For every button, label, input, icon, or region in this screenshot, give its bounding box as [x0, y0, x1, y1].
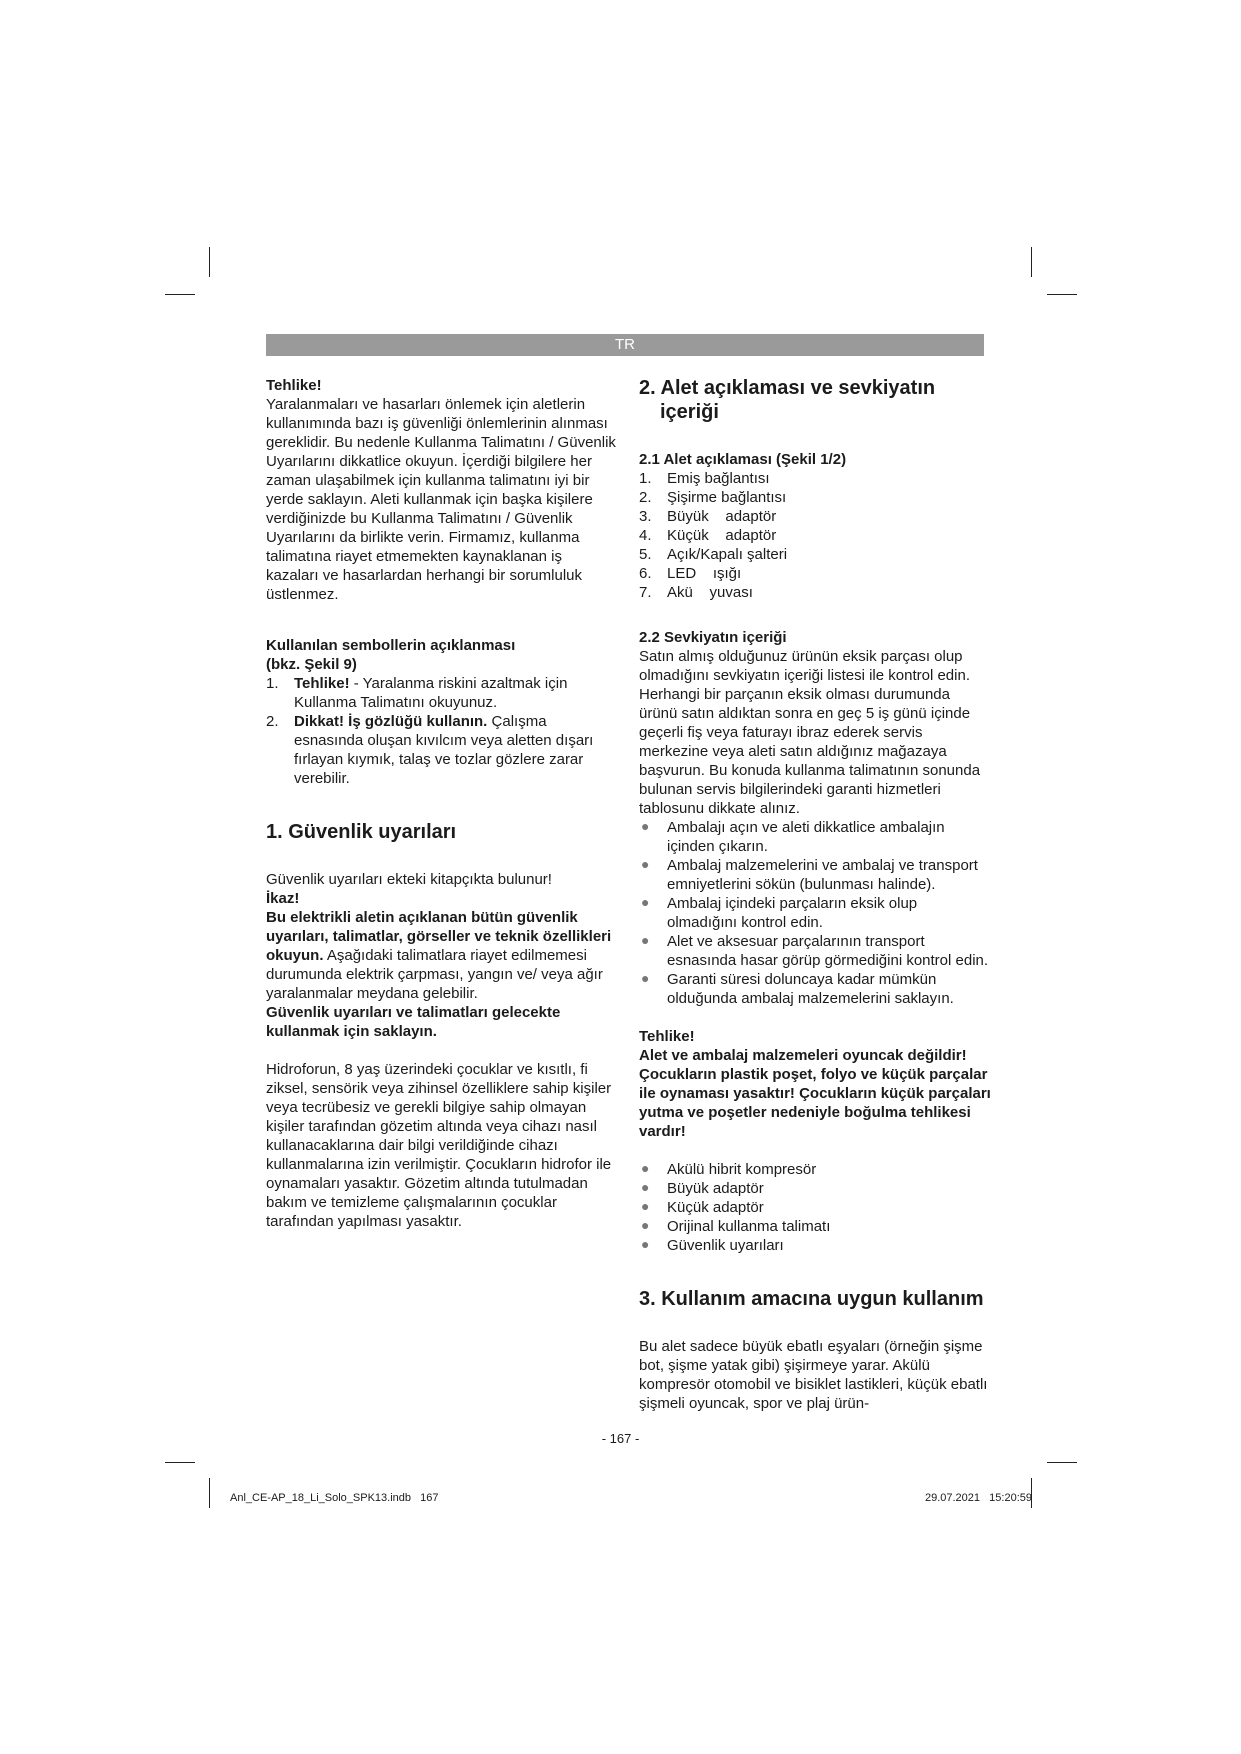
safety-intro: Güvenlik uyarıları ekteki kitapçıkta bulunur!	[266, 871, 552, 888]
list-item: ● Garanti süresi doluncaya kadar mümkün olduğunda ambalaj malzemelerini saklayın.	[641, 970, 954, 1007]
crop-mark	[209, 247, 210, 277]
list-item: ● Akülü hibrit kompresör	[641, 1160, 817, 1178]
danger-title: Tehlike!	[266, 377, 322, 394]
description-title: 2.1 Alet açıklaması (Şekil 1/2)	[639, 451, 847, 468]
part-label: LED ışığı	[667, 565, 742, 582]
part-label: Büyük adaptör	[667, 508, 777, 525]
section-2-title-line2: içeriği	[660, 401, 719, 423]
symbol-bold: Dikkat! İş gözlüğü kullanın.	[294, 713, 488, 730]
list-item: ● Ambalaj içindeki parçaların eksik olup olmadığını kontrol edin.	[641, 894, 918, 931]
warning-label: İkaz!	[266, 890, 300, 907]
bullet-icon: ●	[641, 970, 650, 986]
crop-mark	[1031, 247, 1032, 277]
bullet-icon: ●	[641, 894, 650, 910]
bullet-icon: ●	[641, 1198, 650, 1214]
bullet-icon: ●	[641, 1160, 650, 1176]
list-item: ● Ambalajı açın ve aleti dikkatlice ambalajın içinden çıkarın.	[641, 818, 945, 855]
language-header-bar	[266, 334, 984, 356]
symbol-text: Çalışma esnasında oluşan kıvılcım veya aletten dışarı fırlayan kıymık, talaş ve tozlar gözlere zarar verebilir.	[294, 713, 594, 787]
warning-paragraph	[266, 908, 618, 1003]
parts-list	[639, 469, 991, 602]
page-number: - 167 -	[601, 1431, 640, 1446]
section-3-title: 3. Kullanım amacına uygun kullanım	[639, 1288, 984, 1310]
part-number: 1.	[639, 470, 652, 487]
right-column	[639, 376, 991, 1413]
left-column	[266, 376, 618, 1231]
symbols-list	[266, 674, 618, 788]
part-item	[639, 507, 991, 526]
part-number: 4.	[639, 527, 652, 544]
warning-bold: Bu elektrikli aletin açıklanan bütün güvenlik uyarıları, talimatlar, görseller ve teknik özellikleri okuyun.	[266, 909, 612, 964]
list-item: ● Küçük adaptör	[641, 1198, 764, 1216]
crop-mark	[1047, 294, 1077, 295]
part-item	[639, 469, 991, 488]
file-info: Anl_CE-AP_18_Li_Solo_SPK13.indb 167	[230, 1492, 439, 1504]
danger-2-title: Tehlike!	[639, 1028, 695, 1045]
danger-text: Yaralanmaları ve hasarları önlemek için aletlerin kullanımında bazı iş güvenliği önlemlerinin alınması gereklidir. Bu nedenle Kullanma Talimatını / Güvenlik Uyarılarını dikkatlice okuyun. İçerdiği bilgilere her zaman ulaşabilmek için kullanma talimatını iyi bir yerde saklayın. Aleti kullanmak için başka kişilere verdiğinizde bu Kullanma Talimatını / Güvenlik Uyarılarını da birlikte verin. Firmamız, kullanma talimatına riayet etmemekten kaynaklanan iş kazaları ve hasarlardan herhangi bir sorumluluk üstlenmez.	[266, 396, 616, 603]
crop-mark	[1047, 1462, 1077, 1463]
part-number: 5.	[639, 546, 652, 563]
list-item: ● Büyük adaptör	[641, 1179, 764, 1197]
part-item	[639, 526, 991, 545]
part-label: Akü yuvası	[667, 584, 753, 601]
bullet-icon: ●	[641, 1179, 650, 1195]
part-number: 2.	[639, 489, 652, 506]
symbol-item	[266, 712, 618, 788]
language-code: TR	[615, 336, 635, 353]
section-1-title: 1. Güvenlik uyarıları	[266, 821, 457, 843]
children-paragraph: Hidroforun, 8 yaş üzerindeki çocuklar ve kısıtlı, fi ziksel, sensörik veya zihinsel özelliklere sahip kişiler veya tecrübesiz ve gerekli bilgiye sahip olmayan kişiler tarafından gözetim altında veya cihazı nasıl kullanacaklarına dair bilgi verildiğinde cihazı kullanmalarına izin verilmiştir. Çocukların hidrofor ile oynamaları yasaktır. Gözetim altında tutulmadan bakım ve temizleme çalışmalarının çocuklar tarafından yapılması yasaktır.	[266, 1061, 612, 1230]
part-label: Şişirme bağlantısı	[667, 489, 787, 506]
warning-text: Aşağıdaki talimatlara riayet edilmemesi durumunda elektrik çarpması, yangın ve/ veya ağır yaralanmalar meydana gelebilir.	[266, 947, 603, 1002]
list-item: ● Orijinal kullanma talimatı	[641, 1217, 831, 1235]
part-number: 7.	[639, 584, 652, 601]
part-item	[639, 545, 991, 564]
part-number: 3.	[639, 508, 652, 525]
part-item	[639, 583, 991, 602]
crop-mark	[209, 1478, 210, 1508]
part-number: 6.	[639, 565, 652, 582]
symbol-number: 1.	[266, 675, 279, 692]
contents-list	[639, 1160, 991, 1255]
keep-instructions: Güvenlik uyarıları ve talimatları gelecekte kullanmak için saklayın.	[266, 1004, 561, 1040]
symbols-ref: (bkz. Şekil 9)	[266, 656, 357, 673]
delivery-text: Satın almış olduğunuz ürünün eksik parçası olup olmadığını sevkiyatın içeriği listesi ile kontrol edin. Herhangi bir parçanın eksik olması durumunda ürünü satın aldıktan sonra en geç 5 iş günü içinde geçerli fiş veya faturayı ibraz ederek servis merkezine veya aleti satın aldığınız mağazaya başvurun. Bu konuda kullanma talimatının sonunda bulunan servis bilgilerindeki garanti hizmetleri tablosunu dikkate alınız.	[639, 648, 981, 817]
section-2-title-line1: 2. Alet açıklaması ve sevkiyatın	[639, 377, 936, 399]
symbol-bold: Tehlike!	[294, 675, 350, 692]
part-label: Küçük adaptör	[667, 527, 777, 544]
list-item: ● Güvenlik uyarıları	[641, 1236, 784, 1254]
bullet-icon: ●	[641, 856, 650, 872]
part-label: Emiş bağlantısı	[667, 470, 770, 487]
bullet-icon: ●	[641, 818, 650, 834]
section-2-title	[639, 376, 991, 424]
danger-2-text: Alet ve ambalaj malzemeleri oyuncak değildir! Çocukların plastik poşet, folyo ve küçük parçalar ile oynaması yasaktır! Çocukların küçük parçaları yutma ve poşetler nedeniyle boğulma tehlikesi vardır!	[639, 1047, 991, 1140]
list-item: ● Ambalaj malzemelerini ve ambalaj ve transport emniyetlerini sökün (bulunması halinde).	[641, 856, 978, 893]
delivery-title: 2.2 Sevkiyatın içeriği	[639, 629, 787, 646]
bullet-icon: ●	[641, 1236, 650, 1252]
symbol-number: 2.	[266, 713, 279, 730]
date-info: 29.07.2021 15:20:59	[924, 1492, 1032, 1504]
symbol-item	[266, 674, 618, 712]
crop-mark	[165, 1462, 195, 1463]
bullet-icon: ●	[641, 932, 650, 948]
crop-mark	[165, 294, 195, 295]
list-item: ● Alet ve aksesuar parçalarının transport esnasında hasar görüp görmediğini kontrol edin.	[641, 932, 989, 969]
symbol-text: - Yaralanma riskini azaltmak için Kullanma Talimatını okuyunuz.	[294, 675, 568, 711]
part-label: Açık/Kapalı şalteri	[667, 546, 788, 563]
symbols-title: Kullanılan sembollerin açıklanması	[266, 637, 516, 654]
section-3-text: Bu alet sadece büyük ebatlı eşyaları (örneğin şişme bot, şişme yatak gibi) şişirmeye yarar. Akülü kompresör otomobil ve bisiklet lastikleri, küçük ebatlı şişmeli oyuncak, spor ve plaj ürün-	[639, 1338, 988, 1412]
part-item	[639, 488, 991, 507]
part-item	[639, 564, 991, 583]
delivery-bullets	[639, 818, 991, 1008]
bullet-icon: ●	[641, 1217, 650, 1233]
